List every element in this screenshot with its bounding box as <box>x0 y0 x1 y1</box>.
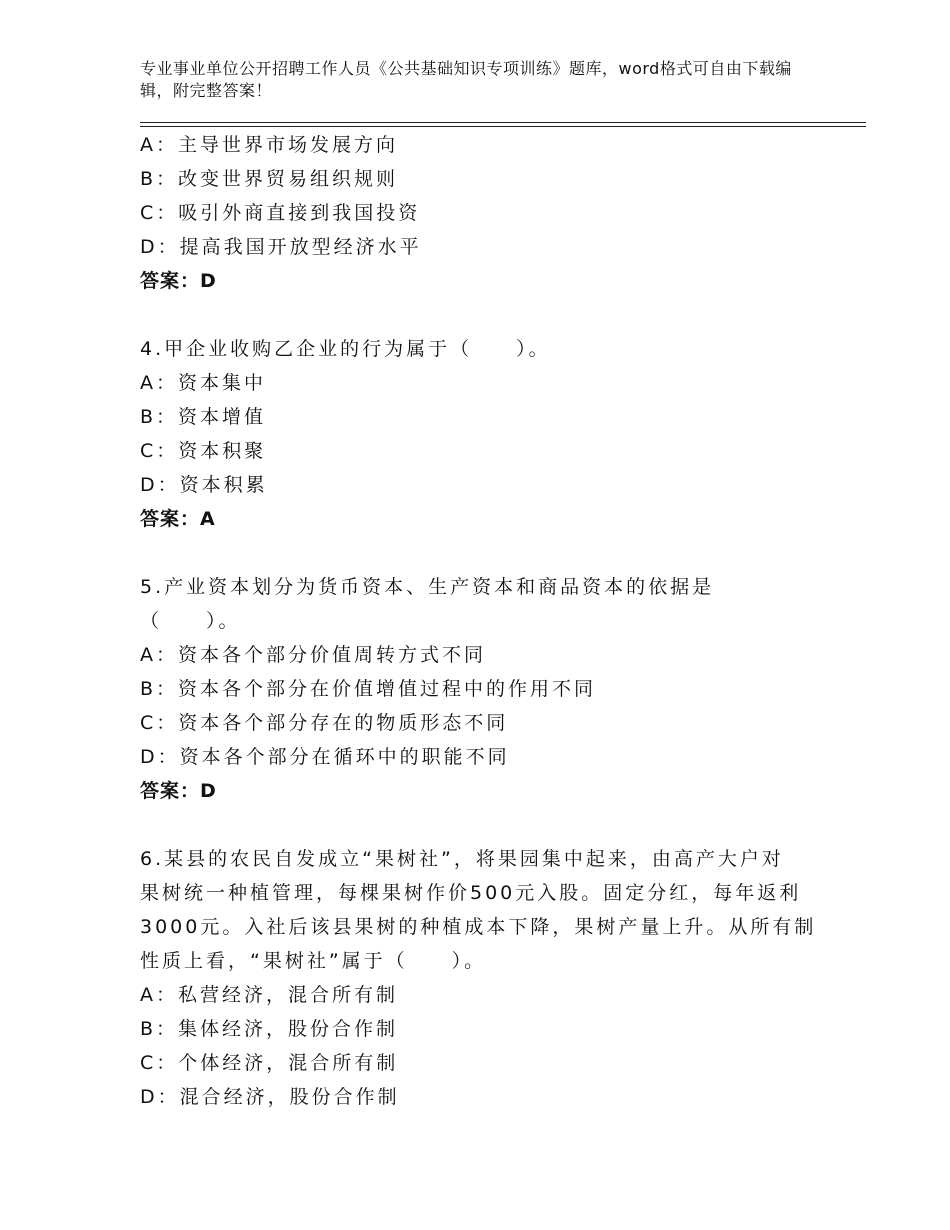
page-header: 专业事业单位公开招聘工作人员《公共基础知识专项训练》题库，word格式可自由下载编辑，附完整答案！ <box>140 59 792 100</box>
spacer <box>140 808 830 842</box>
option-d: D：提高我国开放型经济水平 <box>140 236 422 258</box>
option-d: D：资本积累 <box>140 474 268 496</box>
option-d: D：混合经济，股份合作制 <box>140 1086 400 1108</box>
answer-label: 答案：D <box>140 270 217 292</box>
option-c: C：个体经济，混合所有制 <box>140 1052 399 1074</box>
option-c: C：资本各个部分存在的物质形态不同 <box>140 712 509 734</box>
option-b: B：资本增值 <box>140 406 267 428</box>
question-stem: 4.甲企业收购乙企业的行为属于（ ）。 <box>140 338 551 360</box>
question-stem-continued: （ ）。 <box>140 610 241 632</box>
option-c: C：资本积聚 <box>140 440 267 462</box>
option-a: A：私营经济，混合所有制 <box>140 984 398 1006</box>
question-stem-continued: 3000元。入社后该县果树的种植成本下降，果树产量上升。从所有制 <box>140 916 817 938</box>
option-a: A：主导世界市场发展方向 <box>140 134 398 156</box>
spacer <box>140 536 830 570</box>
option-b: B：改变世界贸易组织规则 <box>140 168 399 190</box>
question-stem: 6.某县的农民自发成立“果树社”，将果园集中起来，由高产大户对 <box>140 848 784 870</box>
question-4-block <box>140 332 830 536</box>
question-stem-continued: 果树统一种植管理，每棵果树作价500元入股。固定分红，每年返利 <box>140 882 802 904</box>
option-b: B：资本各个部分在价值增值过程中的作用不同 <box>140 678 597 700</box>
question-5-block <box>140 570 830 808</box>
option-a: A：资本各个部分价值周转方式不同 <box>140 644 486 666</box>
question-3-block <box>140 128 830 298</box>
header-rule-bottom <box>140 126 866 127</box>
option-c: C：吸引外商直接到我国投资 <box>140 202 421 224</box>
question-stem: 5.产业资本划分为货币资本、生产资本和商品资本的依据是 <box>140 576 715 598</box>
option-d: D：资本各个部分在循环中的职能不同 <box>140 746 510 768</box>
option-b: B：集体经济，股份合作制 <box>140 1018 399 1040</box>
spacer <box>140 298 830 332</box>
answer-label: 答案：D <box>140 780 217 802</box>
header-rule-top <box>140 122 866 123</box>
answer-label: 答案：A <box>140 508 216 530</box>
question-stem-continued: 性质上看，“果树社”属于（ ）。 <box>140 950 487 972</box>
question-content <box>140 128 830 1114</box>
option-a: A：资本集中 <box>140 372 266 394</box>
question-6-block <box>140 842 830 1114</box>
